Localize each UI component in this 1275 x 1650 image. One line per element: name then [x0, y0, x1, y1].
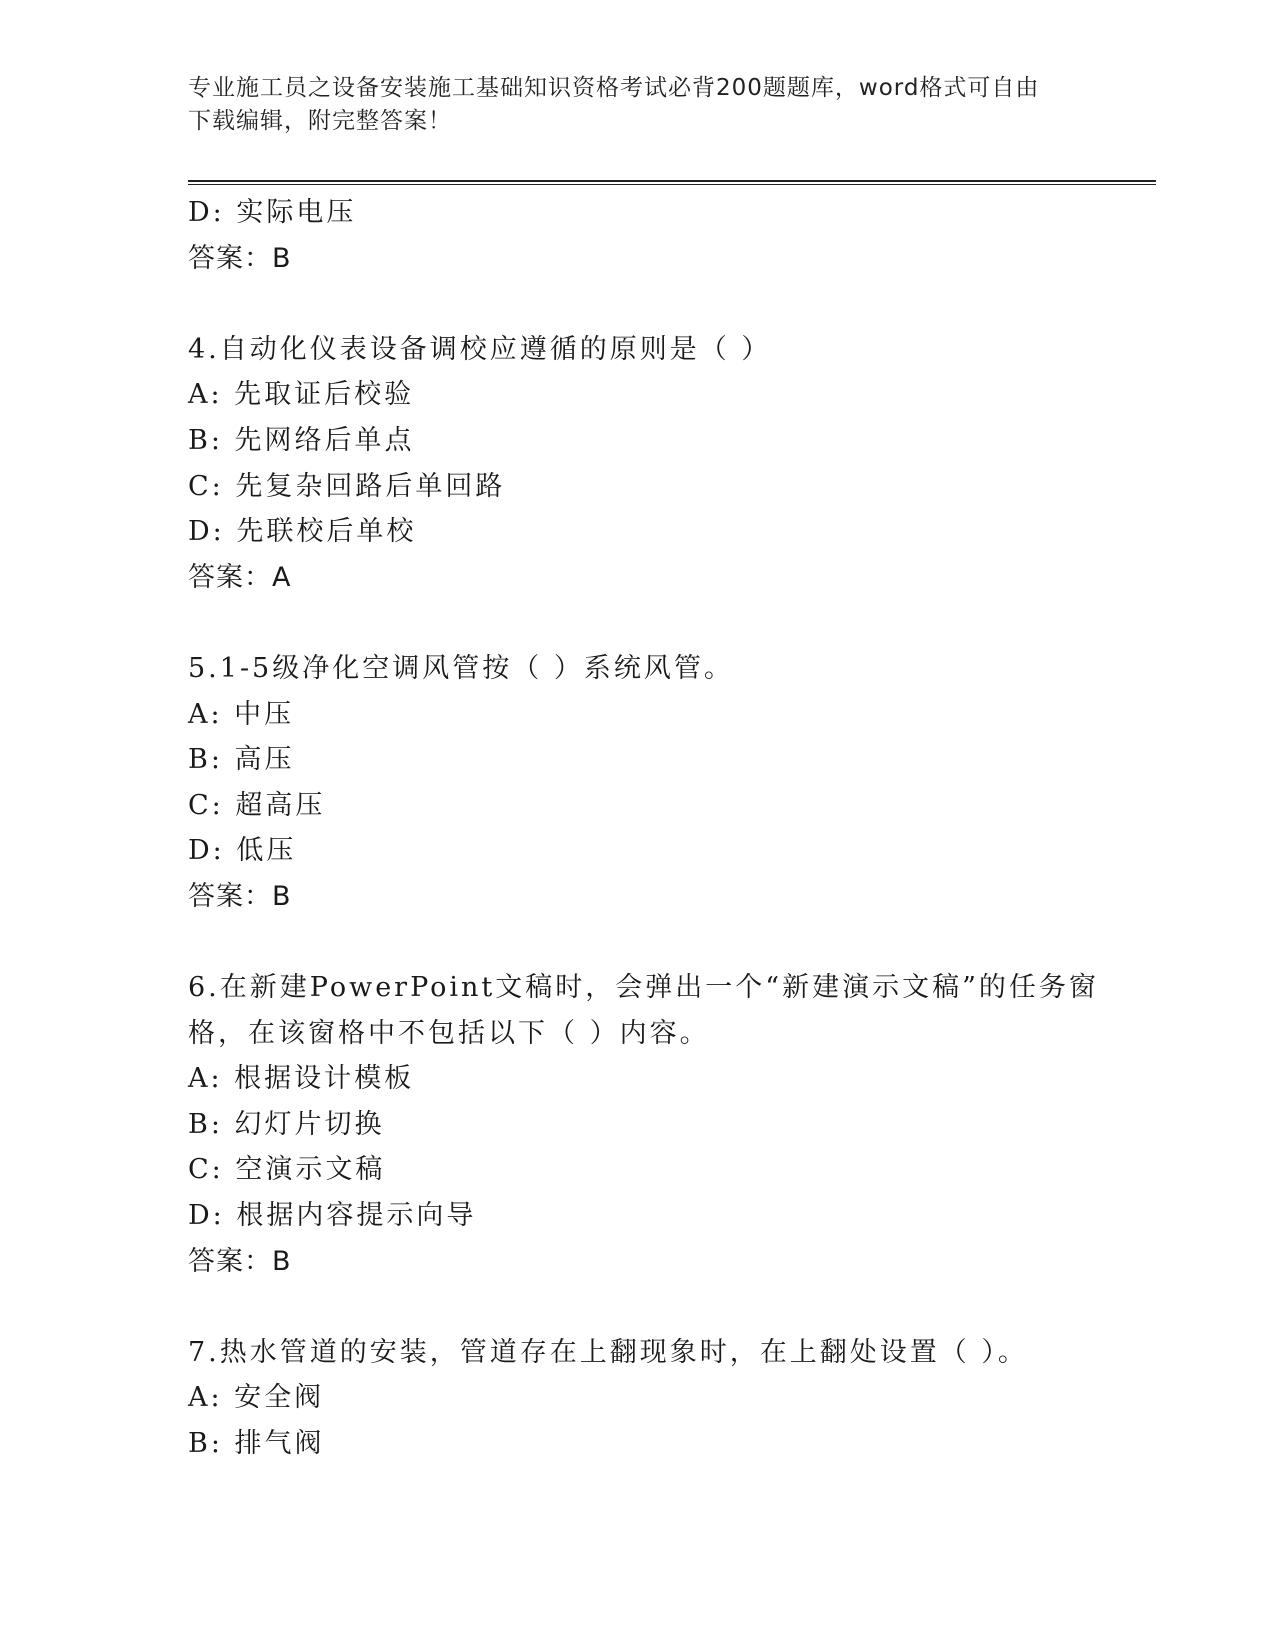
answer-line: 答案：B [188, 880, 292, 912]
answer-line: 答案：B [188, 1245, 292, 1277]
header-line-2: 下载编辑，附完整答案！ [188, 108, 452, 134]
question-block [188, 646, 1148, 920]
option-line: B: 幻灯片切换 [188, 1108, 385, 1140]
option-line: A: 安全阀 [188, 1382, 325, 1414]
document-header [188, 72, 1088, 138]
question-block [188, 327, 1148, 601]
option-line: B: 高压 [188, 744, 295, 776]
option-line: B: 排气阀 [188, 1428, 325, 1460]
question-content [188, 190, 1148, 1467]
question-text: 7.热水管道的安装，管道存在上翻现象时，在上翻处设置（ ）。 [188, 1336, 1028, 1368]
header-rule-thick [188, 180, 1156, 182]
question-text: 5.1-5级净化空调风管按（ ）系统风管。 [188, 652, 734, 684]
question-block [188, 190, 1148, 281]
block-gap [188, 920, 1148, 966]
option-line: A: 根据设计模板 [188, 1063, 415, 1095]
question-text: 4.自动化仪表设备调校应遵循的原则是（ ） [188, 333, 772, 365]
option-line: D: 先联校后单校 [188, 516, 417, 548]
question-text: 格，在该窗格中不包括以下（ ）内容。 [188, 1017, 710, 1049]
answer-line: 答案：B [188, 242, 292, 274]
option-line: D: 根据内容提示向导 [188, 1200, 477, 1232]
option-line: D: 实际电压 [188, 197, 357, 228]
question-block [188, 965, 1148, 1284]
option-line: C: 空演示文稿 [188, 1154, 386, 1186]
option-line: B: 先网络后单点 [188, 424, 415, 456]
block-gap [188, 281, 1148, 327]
header-rule-thin [188, 184, 1156, 185]
option-line: C: 先复杂回路后单回路 [188, 470, 506, 502]
option-line: C: 超高压 [188, 789, 326, 821]
block-gap [188, 1284, 1148, 1330]
question-block [188, 1330, 1148, 1467]
question-text: 6.在新建PowerPoint文稿时，会弹出一个“新建演示文稿”的任务窗 [188, 972, 1099, 1004]
option-line: D: 低压 [188, 835, 297, 867]
block-gap [188, 600, 1148, 646]
answer-line: 答案：A [188, 561, 292, 593]
option-line: A: 先取证后校验 [188, 379, 415, 411]
option-line: A: 中压 [188, 698, 295, 730]
header-line-1: 专业施工员之设备安装施工基础知识资格考试必背200题题库，word格式可自由 [188, 75, 1040, 101]
